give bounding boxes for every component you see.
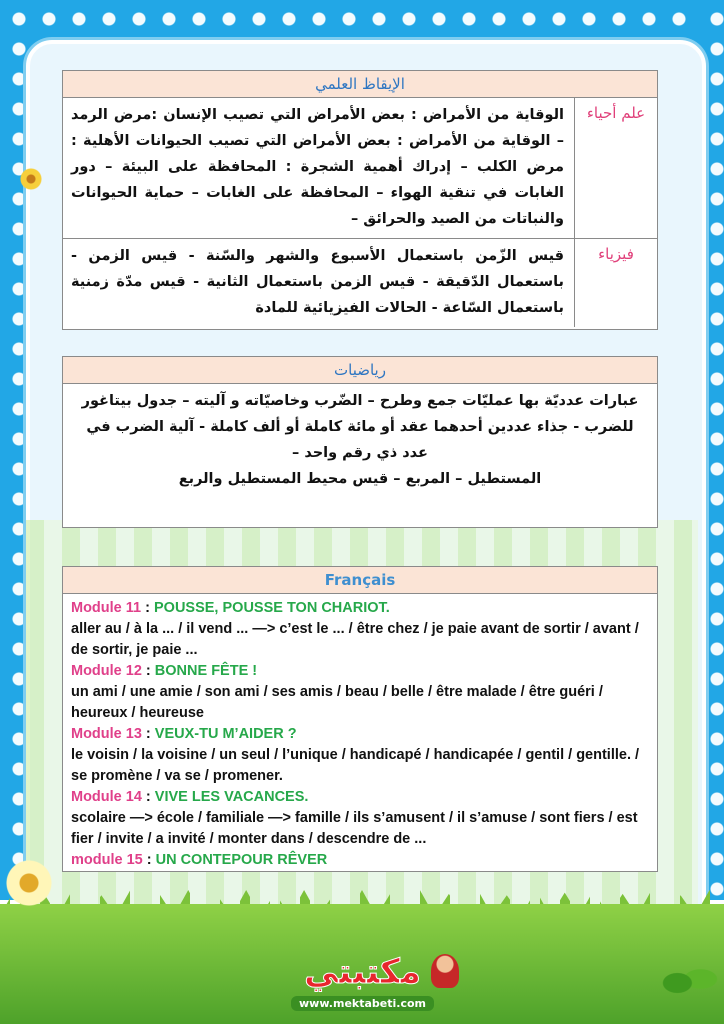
biology-row <box>63 98 657 239</box>
module-label: Module 12 <box>71 663 142 679</box>
physics-subject: فيزياء <box>574 239 657 327</box>
science-section <box>62 70 658 330</box>
french-content <box>63 594 657 875</box>
math-line: عبارات عدديّة بها عمليّات جمع وطرح – الضّرب وخاصيّاته و آليته – جدول بيتاغور للضرب - جذاء عددين أحدهما عقد أو مائة كاملة أو ألف كاملة - آلية الضرب في عدد ذي رقم واحد – <box>81 393 639 461</box>
module-label: Module 11 <box>71 600 142 616</box>
module-content: le voisin / la voisine / un seul / l’unique / handicapé / handicapée / gentil / gentille. / se promène / va se / promener. <box>71 747 640 784</box>
math-section <box>62 356 658 528</box>
module-title: POUSSE, POUSSE TON CHARIOT. <box>154 600 390 616</box>
module-heading: Module 11 : POUSSE, POUSSE TON CHARIOT. <box>71 600 390 616</box>
french-header: Français <box>63 567 657 594</box>
french-section <box>62 566 658 872</box>
logo-url: www.mektabeti.com <box>291 996 434 1011</box>
flower-icon <box>20 168 42 190</box>
math-content <box>63 384 657 496</box>
module-label: Module 13 <box>71 726 142 742</box>
plant-icon <box>660 955 718 995</box>
daisy-icon <box>6 860 52 906</box>
module-label: module 15 <box>71 852 143 868</box>
module-title: VIVE LES VACANCES. <box>154 789 309 805</box>
physics-row <box>63 239 657 327</box>
math-line: المستطيل – المربع – قيس محيط المستطيل والربع <box>178 471 542 487</box>
science-header: الإيقاظ العلمي <box>63 71 657 98</box>
logo-word: مكتبتي <box>304 952 421 992</box>
module-title: BONNE FÊTE ! <box>154 663 258 679</box>
module-content: un ami / une amie / son ami / ses amis / beau / belle / être malade / être guéri / heureux / heureuse <box>71 684 603 721</box>
module-title: UN CONTEPOUR RÊVER <box>155 852 328 868</box>
biology-content: الوقاية من الأمراض : بعض الأمراض التي تصيب الإنسان :مرض الرمد – الوقاية من الأمراض : بعض الأمراض التي تصيب الحيوانات الأهلية : مرض الكلب – إدراك أهمية الشجرة : المحافظة على البيئة – دور الغابات في تنقية الهواء – المحافظة على الغابات – حماية الحيوانات والنباتات من الصيد والحرائق – <box>71 107 564 227</box>
module-heading: Module 12 : BONNE FÊTE ! <box>71 663 258 679</box>
module-title: VEUX-TU M’AIDER ? <box>154 726 297 742</box>
biology-subject: علم أحياء <box>574 98 657 238</box>
physics-content: قيس الزّمن باستعمال الأسبوع والشهر والسّنة - قيس الزمن - باستعمال الدّقيقة - قيس الزمن باستعمال الثانية - قيس مدّة زمنية باستعمال السّاعة - الحالات الفيزيائية للمادة <box>71 248 564 316</box>
module-label: Module 14 <box>71 789 142 805</box>
mascot-icon <box>431 954 459 988</box>
site-logo <box>270 952 455 1012</box>
module-content: aller au / à la ... / il vend ... —> c’est le ... / être chez / je paie avant de sortir / avant / de sortir, je paie ... <box>71 621 639 658</box>
math-header: رياضيات <box>63 357 657 384</box>
module-heading: module 15 : UN CONTEPOUR RÊVER <box>71 852 328 868</box>
module-heading: Module 13 : VEUX-TU M’AIDER ? <box>71 726 297 742</box>
module-heading: Module 14 : VIVE LES VACANCES. <box>71 789 309 805</box>
decorative-frame-left <box>0 0 26 900</box>
module-content: scolaire —> école / familiale —> famille / ils s’amusent / il s’amuse / sont fiers / est fier / invite / a invité / monter dans / descendre de ... <box>71 810 638 847</box>
